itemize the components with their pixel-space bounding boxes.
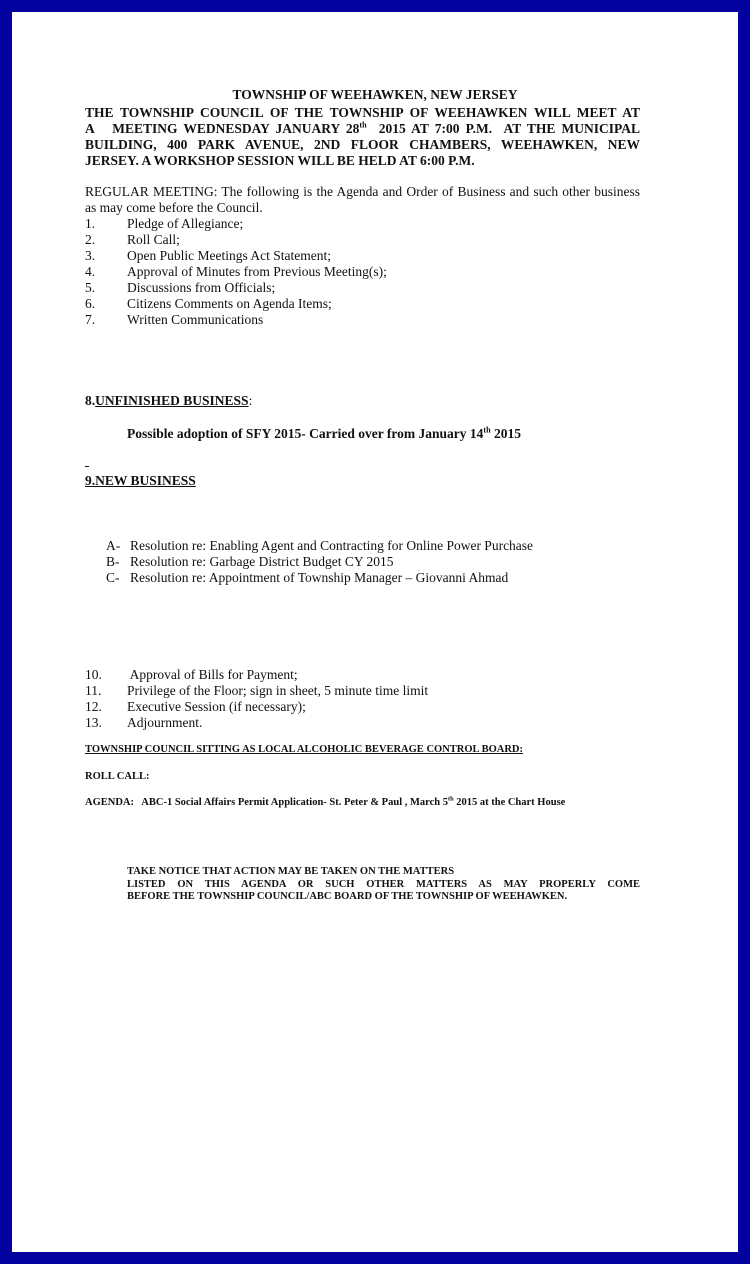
announcement-line-4: JERSEY. A WORKSHOP SESSION WILL BE HELD AT 6:00 P.M. (85, 153, 475, 168)
section-label: 9.NEW BUSINESS (85, 473, 196, 488)
agenda-item-text: Pledge of Allegiance; (127, 216, 244, 231)
unfinished-business-item (127, 426, 521, 442)
announcement-line-1: THE TOWNSHIP COUNCIL OF THE TOWNSHIP OF WEEHAWKEN WILL MEET AT (85, 105, 640, 120)
unfinished-item-text: Possible adoption of SFY 2015- Carried over from January 14 (127, 426, 484, 441)
section-number: 8. (85, 393, 96, 408)
new-business-item (106, 538, 533, 554)
agenda-item-number: 12. (85, 699, 102, 714)
agenda-item (85, 248, 331, 264)
announcement-line-2 (85, 121, 640, 137)
section-colon: : (248, 393, 253, 408)
regular-meeting-intro: REGULAR MEETING: The following is the Agenda and Order of Business and such other business as may come before the Council. (85, 184, 640, 215)
stray-mark (85, 466, 89, 467)
item-letter: C- (106, 570, 120, 585)
new-business-item (106, 554, 393, 570)
agenda-item-number: 4. (85, 264, 96, 279)
item-text: Resolution re: Garbage District Budget CY 2015 (130, 554, 394, 569)
agenda-item-number: 3. (85, 248, 96, 263)
notice-line-2: LISTED ON THIS AGENDA OR SUCH OTHER MATTERS AS MAY PROPERLY COME (127, 878, 640, 890)
new-business-heading (85, 473, 196, 489)
agenda-item-text: Citizens Comments on Agenda Items; (127, 296, 332, 311)
document-title: TOWNSHIP OF WEEHAWKEN, NEW JERSEY (232, 87, 518, 102)
agenda-item-text: Written Communications (127, 312, 264, 327)
agenda-item (85, 312, 263, 328)
agenda-item (85, 699, 306, 715)
agenda-item-number: 13. (85, 715, 102, 730)
agenda-item-text: Approval of Minutes from Previous Meeting(s); (127, 264, 387, 279)
agenda-item (85, 280, 275, 296)
item-text: Resolution re: Enabling Agent and Contracting for Online Power Purchase (130, 538, 534, 553)
abc-board-heading: TOWNSHIP COUNCIL SITTING AS LOCAL ALCOHOLIC BEVERAGE CONTROL BOARD: (85, 744, 523, 755)
agenda-item-text: Open Public Meetings Act Statement; (127, 248, 331, 263)
agenda-item-text: Adjournment. (127, 715, 203, 730)
abc-agenda-text: AGENDA: ABC-1 Social Affairs Permit Application- St. Peter & Paul , March 5 (85, 797, 448, 808)
agenda-item-text: Approval of Bills for Payment; (127, 667, 298, 682)
item-letter: A- (106, 538, 121, 553)
take-notice-statement (127, 866, 640, 904)
notice-line-1: TAKE NOTICE THAT ACTION MAY BE TAKEN ON THE MATTERS (127, 866, 455, 877)
agenda-item-text: Roll Call; (127, 232, 180, 247)
new-business-item (106, 570, 508, 586)
meeting-announcement (85, 105, 640, 169)
agenda-item-number: 10. (85, 667, 102, 682)
agenda-item (85, 216, 243, 232)
agenda-item-number: 1. (85, 216, 96, 231)
roll-call-label: ROLL CALL: (85, 771, 150, 782)
announcement-line-2-a: A MEETING WEDNESDAY JANUARY 28 (85, 121, 360, 136)
unfinished-item-sup: th (483, 425, 491, 435)
announcement-line-3: BUILDING, 400 PARK AVENUE, 2ND FLOOR CHAMBERS, WEEHAWKEN, NEW (85, 137, 640, 152)
agenda-item (85, 264, 387, 280)
notice-line-3: BEFORE THE TOWNSHIP COUNCIL/ABC BOARD OF THE TOWNSHIP OF WEEHAWKEN. (127, 891, 568, 902)
item-text: Resolution re: Appointment of Township Manager – Giovanni Ahmad (130, 570, 509, 585)
agenda-item (85, 667, 298, 683)
agenda-item (85, 296, 332, 312)
agenda-item-number: 5. (85, 280, 96, 295)
item-letter: B- (106, 554, 120, 569)
announcement-line-2-sup: th (359, 120, 367, 130)
agenda-item (85, 232, 180, 248)
section-label: UNFINISHED BUSINESS (95, 393, 249, 408)
abc-agenda-line (85, 797, 565, 808)
agenda-item (85, 715, 202, 731)
agenda-item-number: 6. (85, 296, 96, 311)
unfinished-item-year: 2015 (490, 426, 521, 441)
agenda-item-number: 11. (85, 683, 102, 698)
agenda-item (85, 683, 428, 699)
unfinished-business-heading (85, 393, 252, 409)
agenda-item-text: Executive Session (if necessary); (127, 699, 306, 714)
agenda-item-text: Discussions from Officials; (127, 280, 276, 295)
agenda-item-number: 2. (85, 232, 96, 247)
agenda-item-number: 7. (85, 312, 96, 327)
abc-agenda-location: 2015 at the Chart House (453, 797, 566, 808)
agenda-item-text: Privilege of the Floor; sign in sheet, 5 minute time limit (127, 683, 429, 698)
abc-agenda-sup: th (448, 795, 454, 803)
announcement-line-2-b: 2015 AT 7:00 P.M. AT THE MUNICIPAL (366, 121, 641, 136)
